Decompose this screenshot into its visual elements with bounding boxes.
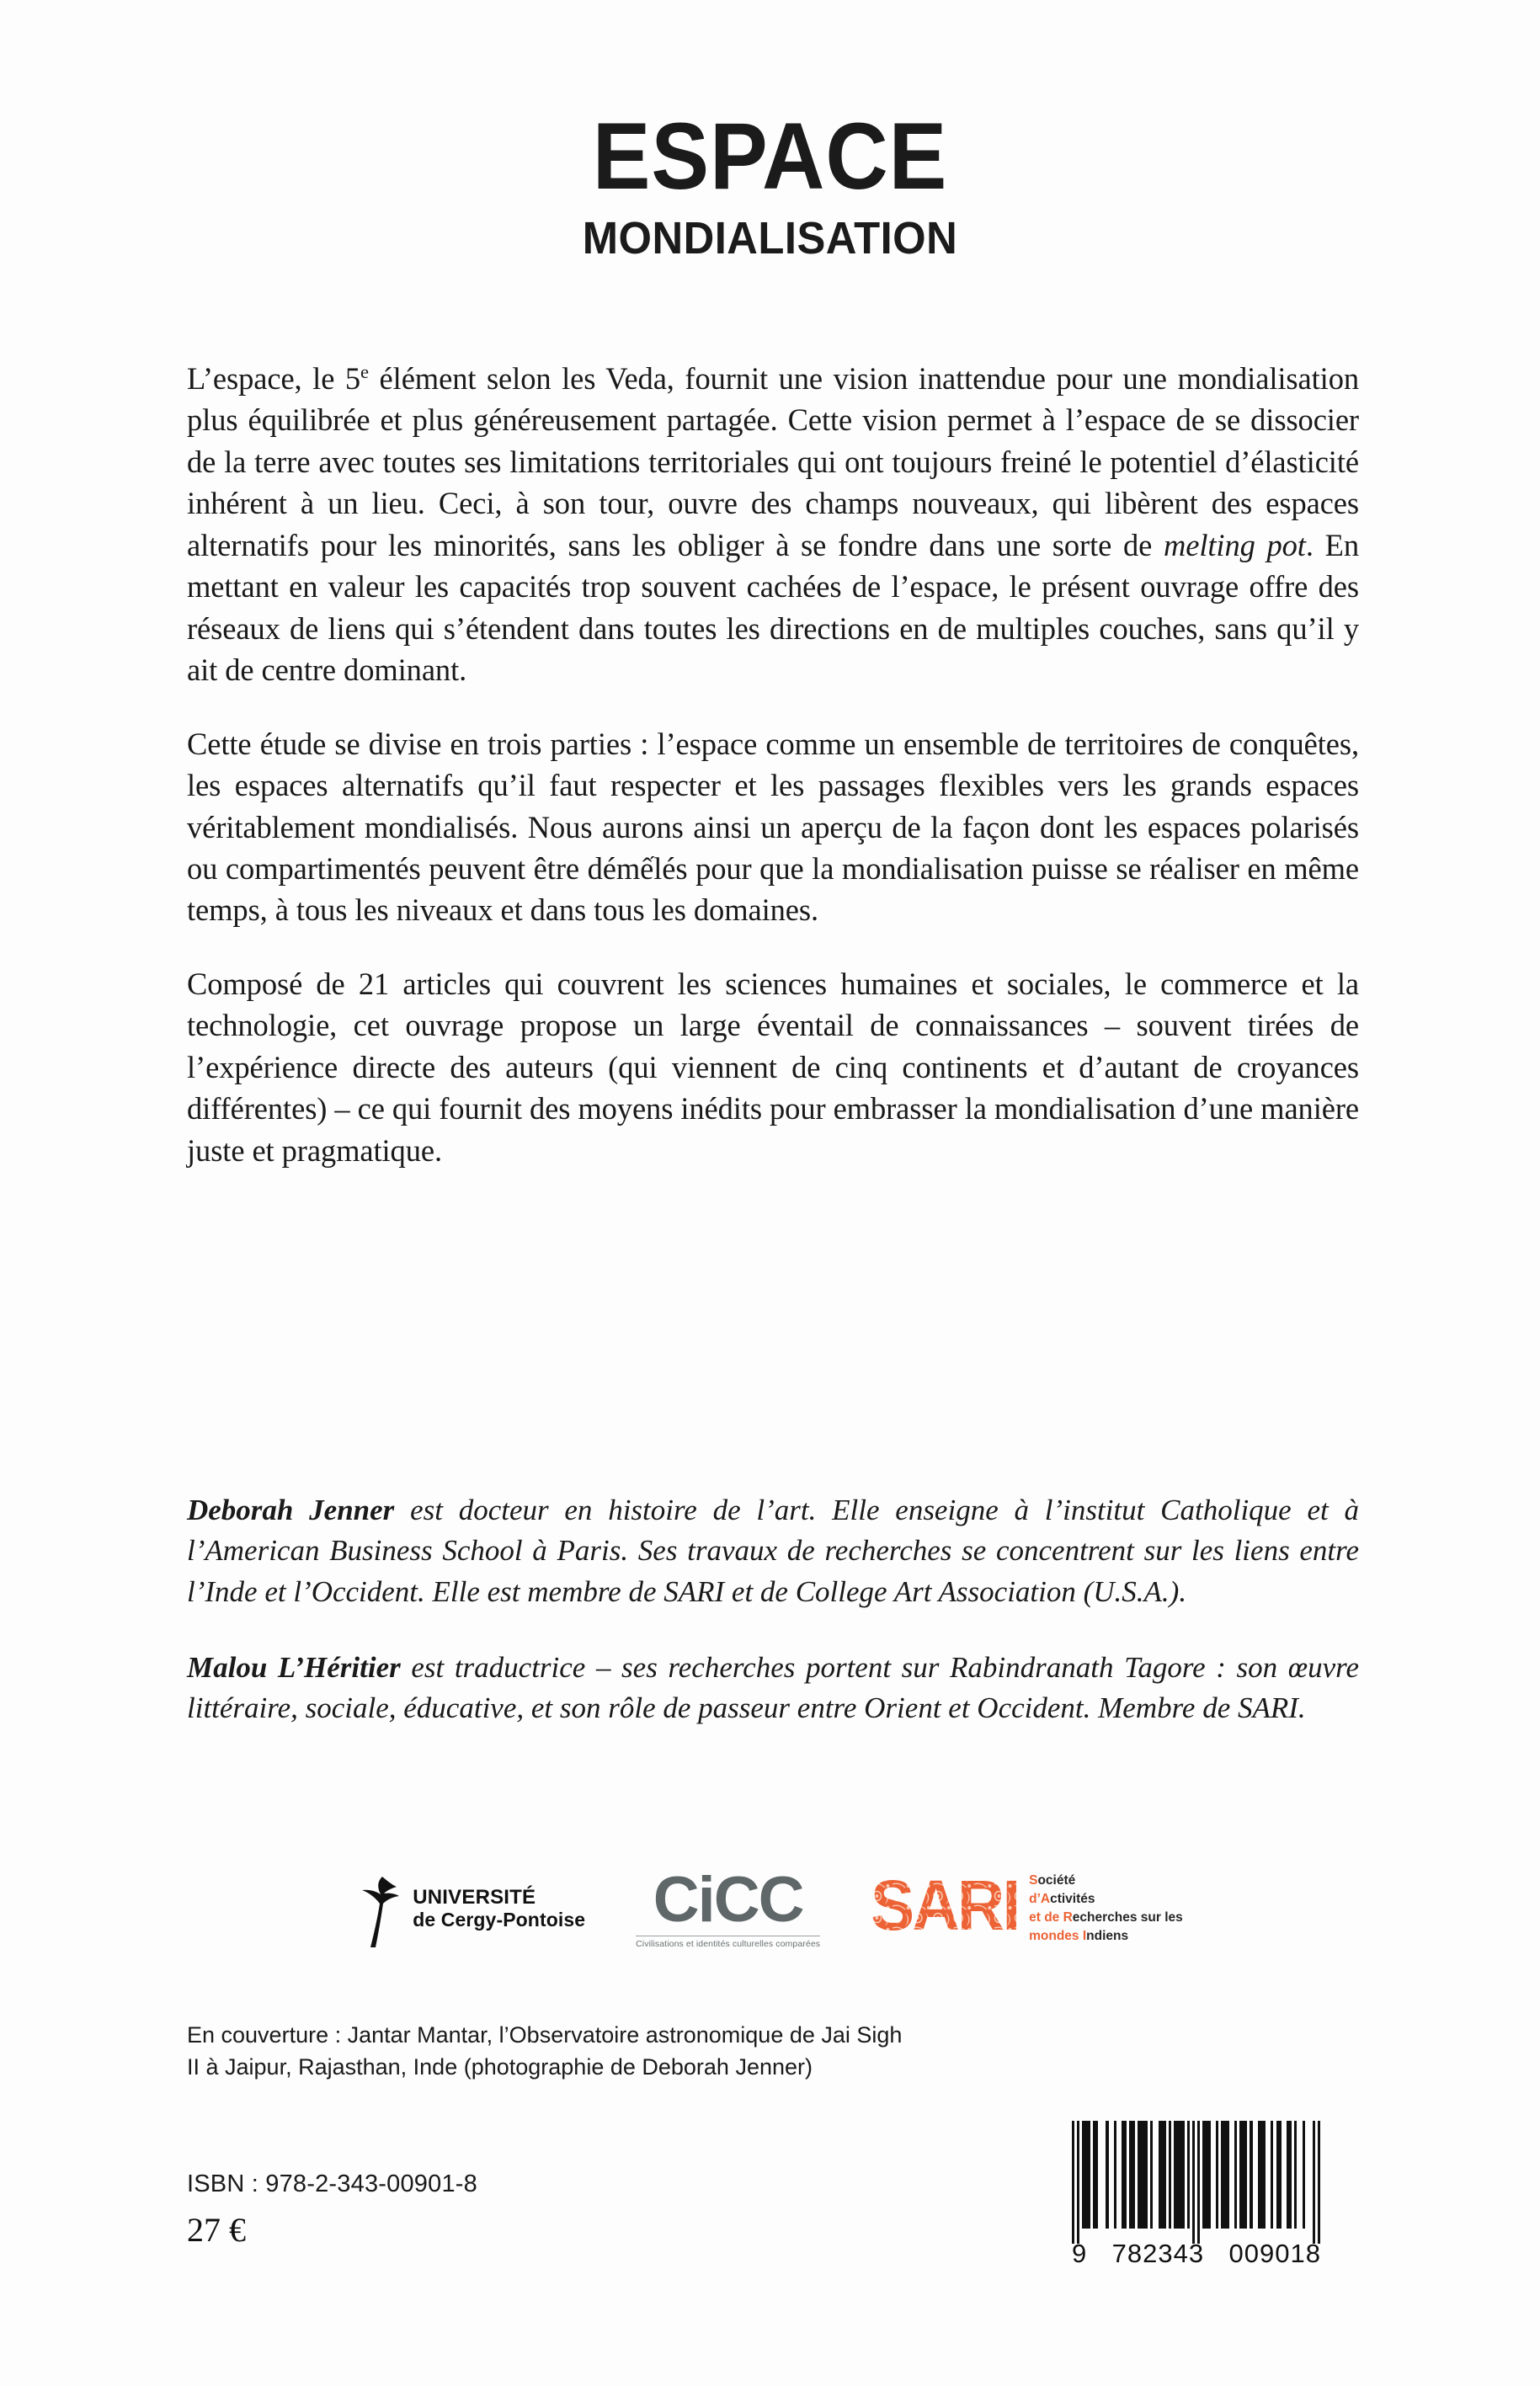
logo-cicc-wordmark: CiCC (653, 1863, 803, 1936)
logo-cicc (636, 1863, 821, 1949)
sari-tagline-rest-1: ociété (1037, 1872, 1076, 1888)
blurb-paragraph-1 (187, 358, 1359, 691)
author-bio-text-2: est traductrice – ses recherches portent sur Rabindranath Tagore : son œuvre littéraire, sociale, éducative, et son rôle de passeur entre Orient et Occident. Membre de SARI. (187, 1650, 1359, 1725)
barcode (1072, 2121, 1321, 2269)
logo-universite-line1: UNIVERSITÉ (413, 1885, 536, 1909)
author-name-2: Malou L’Héritier (187, 1650, 401, 1684)
logo-sari-tagline-line-1 (1029, 1872, 1183, 1890)
author-name-1: Deborah Jenner (187, 1494, 395, 1526)
logo-sari-tagline-line-3 (1029, 1909, 1183, 1927)
logo-sari-ornament-icon (871, 1867, 1020, 1945)
cover-credit-line-2: II à Jaipur, Rajasthan, Inde (photographie de Deborah Jenner) (187, 2054, 813, 2080)
logo-sari-tagline (1029, 1872, 1183, 1946)
logo-universite-cergy-pontoise (357, 1872, 585, 1949)
author-bios (187, 1490, 1359, 1728)
blurb-p1-segment-c: . En mettant en valeur les capacités trop souvent cachées de l’espace, le présent ouvrage offre des réseaux de liens qui s’étendent dans toutes les directions en de multiples couches, sans qu’il y ait de centre dominant. (187, 527, 1359, 688)
barcode-digit-group-2: 782343 (1111, 2239, 1205, 2268)
blurb-p1-segment-b: élément selon les Veda, fournit une vision inattendue pour une mondialisation plus équilibrée et plus généreusement partagée. Cette vision permet à l’espace de se dissocier de la terre avec toutes ses limitations territoriales qui ont toujours freiné le potentiel d’élasticité inhérent à un lieu. Ceci, à son tour, ouvre des champs nouveaux, qui libèrent des espaces alternatifs pour les minorités, sans les obliger à se fondre dans une sorte de (187, 361, 1359, 562)
logo-sari-wordmark-wrap (871, 1867, 1020, 1949)
title-block (0, 104, 1540, 264)
svg-text:SARI: SARI (871, 1867, 1019, 1945)
barcode-digits (1072, 2239, 1321, 2269)
sari-tagline-cap-3: et de R (1029, 1909, 1073, 1925)
sari-tagline-rest-4: ndiens (1086, 1928, 1129, 1943)
cover-credit (187, 2019, 1113, 2084)
blurb-p1-segment-a: L’espace, le 5 (187, 361, 361, 396)
partner-logos-row (0, 1863, 1540, 1949)
author-bio-1 (187, 1490, 1359, 1612)
logo-sari-tagline-line-4 (1029, 1927, 1183, 1946)
sari-tagline-rest-2: ctivités (1050, 1891, 1095, 1906)
sari-tagline-cap-2: d’A (1029, 1891, 1051, 1906)
cover-credit-line-1: En couverture : Jantar Mantar, l’Observatoire astronomique de Jai Sigh (187, 2022, 903, 2048)
blurb-p1-italic-term: melting pot (1163, 527, 1306, 562)
sari-tagline-rest-3: echerches sur les (1072, 1909, 1183, 1925)
bird-mark-icon (357, 1872, 406, 1949)
logo-universite-text (413, 1887, 585, 1935)
sari-tagline-cap-1: S (1029, 1872, 1038, 1888)
isbn-price-block (187, 2170, 477, 2250)
sari-tagline-cap-4: mondes I (1029, 1928, 1087, 1943)
blurb-paragraph-3: Composé de 21 articles qui couvrent les sciences humaines et sociales, le commerce et la technologie, cet ouvrage propose un large éventail de connaissances – souvent tirées de l’expérience directe des auteurs (qui viennent de cinq continents et d’autant de croyances différentes) – ce qui fournit des moyens inédits pour embrasser la mondialisation d’une manière juste et pragmatique. (187, 966, 1359, 1168)
author-bio-2 (187, 1648, 1359, 1729)
logo-universite-line2: de Cergy-Pontoise (413, 1908, 586, 1931)
logo-sari (871, 1867, 1183, 1949)
logo-sari-tagline-line-2 (1029, 1890, 1183, 1909)
barcode-digit-group-3: 009018 (1228, 2239, 1321, 2268)
ordinal-superscript: e (360, 360, 369, 382)
price-text: 27 € (187, 2211, 246, 2249)
page-subtitle: MONDIALISATION (582, 213, 958, 264)
blurb-text-column (187, 358, 1359, 1171)
isbn-text: ISBN : 978-2-343-00901-8 (187, 2170, 477, 2197)
blurb-paragraph-2: Cette étude se divise en trois parties : l’espace comme un ensemble de territoires de conquêtes, les espaces alternatifs qu’il faut respecter et les passages flexibles vers les grands espaces véritablement mondialisés. Nous aurons ainsi un aperçu de la façon dont les espaces polarisés ou compartimentés peuvent être démếlés pour que la mondialisation puisse se réaliser en même temps, à tous les niveaux et dans tous les domaines. (187, 726, 1359, 928)
barcode-bars (1072, 2121, 1321, 2244)
page-title: ESPACE (592, 104, 948, 209)
barcode-digit-group-1: 9 (1072, 2239, 1088, 2268)
logo-cicc-tagline: Civilisations et identités culturelles comparées (636, 1939, 821, 1949)
author-bio-text-1: est docteur en histoire de l’art. Elle enseigne à l’institut Catholique et à l’American Business School à Paris. Ses travaux de recherches se concentrent sur les liens entre l’Inde et l’Occident. Elle est membre de SARI et de College Art Association (U.S.A.). (187, 1494, 1359, 1608)
